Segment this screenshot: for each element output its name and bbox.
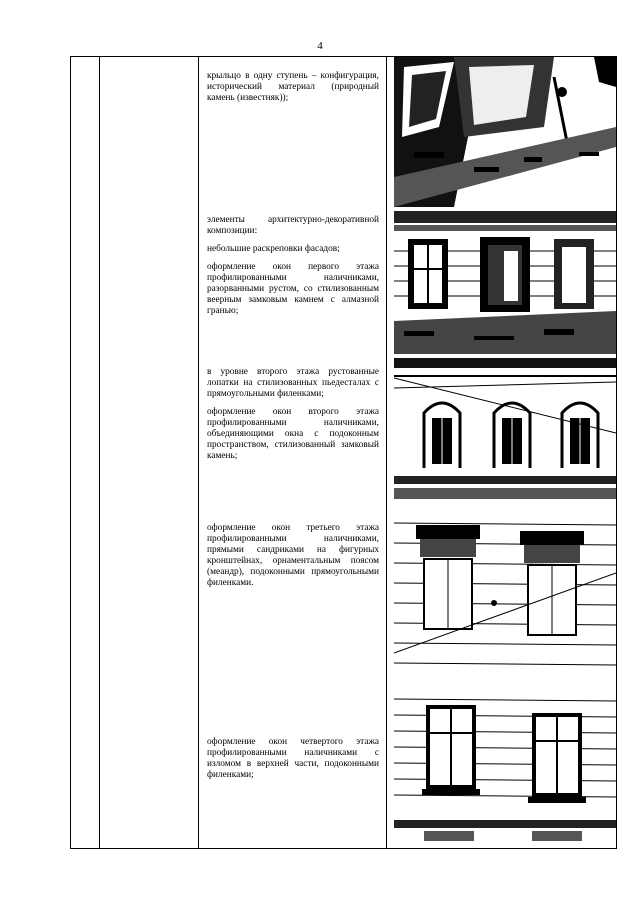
column-divider-1 xyxy=(99,57,100,848)
photo-second-floor-windows xyxy=(394,358,616,499)
description-porch: крыльцо в одну ступень – конфигурация, исторический материал (природный камень (известняк)); xyxy=(207,71,379,103)
description-rusticated-pilasters: в уровне второго этажа рустованные лопатки на стилизованных пьедесталах с прямоугольными филенками; xyxy=(207,367,379,399)
description-fourth-floor-windows: оформление окон четвертого этажа профилированными наличниками с изломом в верхней части, подоконными филенками; xyxy=(207,737,379,780)
description-facade-group xyxy=(207,215,379,324)
column-divider-2 xyxy=(198,57,199,848)
heritage-table xyxy=(70,56,617,849)
description-second-floor-group xyxy=(207,367,379,469)
description-third-floor-windows: оформление окон третьего этажа профилированными наличниками, прямыми сандриками на фигурных кронштейнах, орнаментальным поясом (меандр), подоконными прямоугольными филенками. xyxy=(207,523,379,588)
photo-porch xyxy=(394,57,616,207)
photo-fourth-floor-windows xyxy=(394,685,616,843)
description-first-floor-windows: оформление окон первого этажа профилированными наличниками, разорванными рустом, со стилизованным веерным замковым камнем с алмазной гранью; xyxy=(207,262,379,316)
description-architectural-elements: элементы архитектурно-декоративной композиции: xyxy=(207,215,379,236)
photo-ground-floor-windows xyxy=(394,211,616,354)
page-number: 4 xyxy=(317,40,323,52)
description-second-floor-windows: оформление окон второго этажа профилированными наличниками, объединяющими окна с подоконным пространством, стилизованный замковый камень; xyxy=(207,407,379,461)
description-projections: небольшие раскреповки фасадов; xyxy=(207,244,340,254)
column-divider-3 xyxy=(386,57,387,848)
photo-third-floor-windows xyxy=(394,503,616,681)
